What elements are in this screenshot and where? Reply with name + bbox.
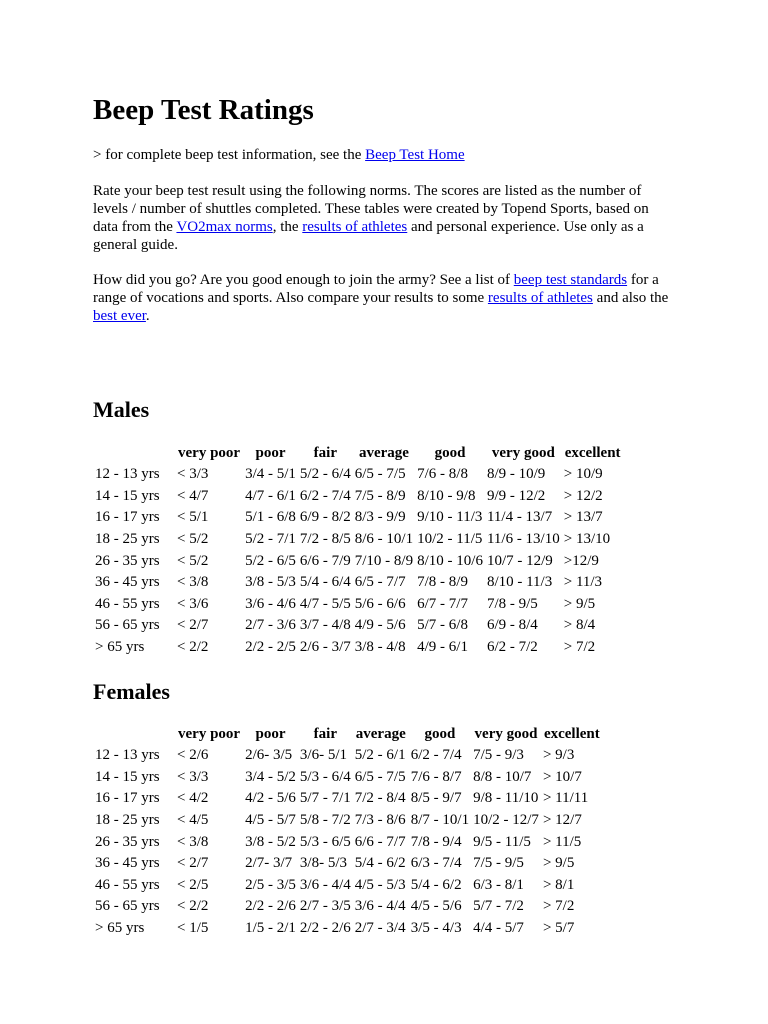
rating-cell: 8/10 - 10/6 — [417, 552, 483, 569]
rating-cell: 7/2 - 8/5 — [299, 531, 351, 548]
rating-cell: 3/4 - 5/2 — [245, 768, 296, 785]
table-row — [93, 572, 624, 594]
table-row — [93, 875, 603, 897]
table-row — [93, 594, 624, 616]
rating-cell: 7/5 - 9/5 — [473, 855, 524, 872]
age-group-cell: 16 - 17 yrs — [95, 509, 160, 526]
rating-cell: > 11/3 — [563, 574, 603, 591]
rating-cell: > 12/7 — [542, 812, 582, 829]
rating-cell: 4/9 - 5/6 — [354, 617, 406, 634]
rating-cell: 3/8 - 5/3 — [245, 574, 296, 591]
rating-cell: > 13/10 — [563, 531, 611, 548]
age-group-cell: 26 - 35 yrs — [95, 552, 160, 569]
rating-cell: 8/10 - 11/3 — [486, 574, 553, 591]
rating-cell: 1/5 - 2/1 — [245, 920, 296, 937]
best-ever-link[interactable]: best ever — [93, 308, 146, 324]
rating-cell: > 8/4 — [563, 617, 596, 634]
rating-cell: 3/8 - 4/8 — [354, 639, 406, 656]
norms-text-2: , the — [272, 219, 303, 235]
rating-cell: 9/9 - 12/2 — [486, 487, 546, 504]
age-group-cell: 36 - 45 yrs — [95, 855, 160, 872]
results-of-athletes-link[interactable]: results of athletes — [302, 219, 408, 235]
compare-paragraph — [93, 271, 673, 325]
age-group-cell: 14 - 15 yrs — [95, 768, 160, 785]
rating-cell: > 9/5 — [563, 595, 596, 612]
rating-cell: 5/7 - 7/2 — [473, 898, 524, 915]
table-row — [93, 831, 603, 853]
rating-cell: > 11/5 — [542, 833, 582, 850]
rating-cell: 3/7 - 4/8 — [299, 617, 351, 634]
rating-cell: 5/1 - 6/8 — [245, 509, 296, 526]
page-title: Beep Test Ratings — [93, 94, 314, 126]
rating-cell: 7/8 - 9/5 — [486, 595, 538, 612]
column-header: very poor — [178, 445, 241, 461]
rating-cell: 2/7- 3/7 — [245, 855, 293, 872]
rating-cell: 2/6- 3/5 — [245, 747, 293, 764]
header-row — [93, 724, 603, 745]
rating-cell: 5/8 - 7/2 — [299, 812, 351, 829]
rating-cell: 2/2 - 2/5 — [245, 639, 296, 656]
age-group-cell: > 65 yrs — [95, 639, 145, 656]
rating-cell: 7/5 - 8/9 — [354, 487, 406, 504]
age-group-cell: 18 - 25 yrs — [95, 531, 160, 548]
column-header — [93, 443, 175, 464]
rating-cell: 7/10 - 8/9 — [354, 552, 414, 569]
rating-cell: 6/3 - 8/1 — [473, 876, 524, 893]
table-row — [93, 464, 624, 486]
rating-cell: 3/6 - 4/4 — [299, 876, 351, 893]
rating-cell: 11/6 - 13/10 — [486, 531, 560, 548]
rating-cell: 10/2 - 11/5 — [417, 531, 483, 548]
rating-cell: 6/7 - 7/7 — [417, 595, 468, 612]
age-group-cell: 56 - 65 yrs — [95, 898, 160, 915]
rating-cell: 2/2 - 2/6 — [245, 898, 296, 915]
rating-cell: >12/9 — [563, 552, 599, 569]
rating-cell: 6/9 - 8/4 — [486, 617, 538, 634]
rating-cell: 6/5 - 7/7 — [354, 574, 406, 591]
rating-cell: 9/5 - 11/5 — [473, 833, 531, 850]
rating-cell: 4/2 - 5/6 — [245, 790, 296, 807]
rating-cell: 4/9 - 6/1 — [417, 639, 468, 656]
rating-cell: 7/8 - 9/4 — [410, 833, 462, 850]
rating-cell: 3/8 - 5/2 — [245, 833, 296, 850]
rating-cell: > 10/7 — [542, 768, 582, 785]
rating-cell: 5/2 - 6/4 — [299, 466, 351, 483]
rating-cell: 8/5 - 9/7 — [410, 790, 462, 807]
females-table — [93, 724, 603, 939]
column-header: good — [424, 726, 456, 742]
rating-cell: 8/3 - 9/9 — [354, 509, 406, 526]
rating-cell: 2/7 - 3/5 — [299, 898, 351, 915]
rating-cell: 2/7 - 3/6 — [245, 617, 296, 634]
table-row — [93, 637, 624, 659]
column-header: fair — [313, 726, 337, 742]
table-row — [93, 615, 624, 637]
males-table-header — [93, 443, 624, 464]
rating-cell: < 2/6 — [177, 747, 209, 764]
rating-cell: 6/3 - 7/4 — [410, 855, 462, 872]
rating-cell: 3/6 - 4/4 — [354, 898, 406, 915]
table-row — [93, 918, 603, 940]
table-row — [93, 767, 603, 789]
rating-cell: 5/4 - 6/4 — [299, 574, 351, 591]
column-header: fair — [313, 445, 337, 461]
vo2max-norms-link[interactable]: VO2max norms — [176, 219, 273, 235]
rating-cell: 2/2 - 2/6 — [299, 920, 351, 937]
norms-paragraph — [93, 182, 673, 254]
rating-cell: 4/5 - 5/6 — [410, 898, 462, 915]
rating-cell: 4/7 - 5/5 — [299, 595, 351, 612]
rating-cell: 2/5 - 3/5 — [245, 876, 296, 893]
age-group-cell: 12 - 13 yrs — [95, 466, 160, 483]
rating-cell: 6/6 - 7/7 — [354, 833, 406, 850]
table-row — [93, 810, 603, 832]
column-header: excellent — [564, 445, 621, 461]
rating-cell: 6/9 - 8/2 — [299, 509, 351, 526]
rating-cell: > 7/2 — [563, 639, 596, 656]
rating-cell: 6/2 - 7/2 — [486, 639, 538, 656]
females-heading: Females — [93, 679, 170, 704]
rating-cell: > 5/7 — [542, 920, 575, 937]
rating-cell: 4/5 - 5/7 — [245, 812, 296, 829]
rating-cell: > 7/2 — [542, 898, 575, 915]
compare-text-2: for a range of vocations and sports. Also compare your results to some — [93, 272, 659, 306]
column-header: very good — [491, 445, 555, 461]
table-row — [93, 507, 624, 529]
rating-cell: < 4/7 — [177, 487, 209, 504]
column-header: poor — [255, 726, 286, 742]
rating-cell: 7/2 - 8/4 — [354, 790, 406, 807]
table-row — [93, 853, 603, 875]
age-group-cell: 12 - 13 yrs — [95, 747, 160, 764]
results-of-athletes-link-2[interactable]: results of athletes — [487, 290, 593, 306]
rating-cell: 6/6 - 7/9 — [299, 552, 351, 569]
females-table-header — [93, 724, 603, 745]
rating-cell: 8/6 - 10/1 — [354, 531, 414, 548]
age-group-cell: 16 - 17 yrs — [95, 790, 160, 807]
rating-cell: < 3/8 — [177, 574, 209, 591]
rating-cell: 5/4 - 6/2 — [354, 855, 406, 872]
rating-cell: 7/8 - 8/9 — [417, 574, 468, 591]
column-header: very poor — [178, 726, 241, 742]
header-row — [93, 443, 624, 464]
beep-test-standards-link[interactable]: beep test standards — [513, 272, 628, 288]
rating-cell: 9/10 - 11/3 — [417, 509, 483, 526]
rating-cell: < 2/5 — [177, 876, 209, 893]
rating-cell: < 2/7 — [177, 855, 209, 872]
rating-cell: < 3/3 — [177, 466, 209, 483]
age-group-cell: 46 - 55 yrs — [95, 595, 160, 612]
rating-cell: 8/8 - 10/7 — [473, 768, 532, 785]
rating-cell: 3/4 - 5/1 — [245, 466, 296, 483]
rating-cell: 4/4 - 5/7 — [473, 920, 524, 937]
rating-cell: > 9/5 — [542, 855, 575, 872]
rating-cell: < 5/2 — [177, 531, 209, 548]
compare-text-3: and also the — [592, 290, 669, 306]
rating-cell: 3/6- 5/1 — [299, 747, 348, 764]
table-row — [93, 788, 603, 810]
rating-cell: 5/3 - 6/5 — [299, 833, 351, 850]
column-header: good — [434, 445, 466, 461]
table-row — [93, 486, 624, 508]
table-row — [93, 896, 603, 918]
males-heading: Males — [93, 397, 150, 422]
rating-cell: 8/10 - 9/8 — [417, 487, 476, 504]
norms-text-3: and personal experience. Use only as a general guide. — [93, 219, 644, 253]
rating-cell: > 9/3 — [542, 747, 575, 764]
beep-test-home-link[interactable]: Beep Test Home — [365, 147, 465, 163]
rating-cell: 5/4 - 6/2 — [410, 876, 462, 893]
rating-cell: < 3/6 — [177, 595, 209, 612]
rating-cell: > 11/11 — [542, 790, 589, 807]
males-table-body — [93, 464, 624, 658]
rating-cell: < 5/2 — [177, 552, 209, 569]
rating-cell: 3/8- 5/3 — [299, 855, 348, 872]
table-row — [93, 529, 624, 551]
rating-cell: < 2/7 — [177, 617, 209, 634]
compare-text-4: . — [145, 308, 150, 324]
rating-cell: 8/7 - 10/1 — [410, 812, 470, 829]
rating-cell: 2/6 - 3/7 — [299, 639, 351, 656]
rating-cell: 6/5 - 7/5 — [354, 768, 406, 785]
age-group-cell: 56 - 65 yrs — [95, 617, 160, 634]
rating-cell: < 3/3 — [177, 768, 209, 785]
column-header: average — [355, 726, 406, 742]
age-group-cell: 18 - 25 yrs — [95, 812, 160, 829]
column-header: excellent — [543, 726, 600, 742]
column-header: poor — [255, 445, 286, 461]
rating-cell: > 13/7 — [563, 509, 603, 526]
rating-cell: 7/5 - 9/3 — [473, 747, 524, 764]
column-header: very good — [474, 726, 538, 742]
rating-cell: < 4/2 — [177, 790, 209, 807]
rating-cell: 5/6 - 6/6 — [354, 595, 406, 612]
rating-cell: 10/7 - 12/9 — [486, 552, 553, 569]
rating-cell: 5/2 - 6/5 — [245, 552, 296, 569]
rating-cell: 5/2 - 7/1 — [245, 531, 296, 548]
age-group-cell: 36 - 45 yrs — [95, 574, 160, 591]
age-group-cell: > 65 yrs — [95, 920, 145, 937]
rating-cell: 2/7 - 3/4 — [354, 920, 406, 937]
rating-cell: < 5/1 — [177, 509, 209, 526]
rating-cell: > 10/9 — [563, 466, 603, 483]
rating-cell: 6/2 - 7/4 — [299, 487, 351, 504]
rating-cell: 5/2 - 6/1 — [354, 747, 406, 764]
rating-cell: 5/7 - 7/1 — [299, 790, 351, 807]
table-row — [93, 550, 624, 572]
rating-cell: 6/5 - 7/5 — [354, 466, 406, 483]
females-table-body — [93, 745, 603, 939]
rating-cell: > 8/1 — [542, 876, 575, 893]
rating-cell: 3/6 - 4/6 — [245, 595, 296, 612]
rating-cell: < 3/8 — [177, 833, 209, 850]
males-table — [93, 443, 624, 658]
rating-cell: 3/5 - 4/3 — [410, 920, 462, 937]
rating-cell: < 2/2 — [177, 898, 209, 915]
rating-cell: 4/7 - 6/1 — [245, 487, 296, 504]
intro-paragraph — [93, 146, 673, 164]
rating-cell: < 4/5 — [177, 812, 209, 829]
rating-cell: 5/3 - 6/4 — [299, 768, 351, 785]
intro-text: > for complete beep test information, see the — [93, 147, 366, 163]
rating-cell: 4/5 - 5/3 — [354, 876, 406, 893]
column-header — [93, 724, 175, 745]
column-header: average — [358, 445, 409, 461]
rating-cell: 7/6 - 8/7 — [410, 768, 462, 785]
rating-cell: 8/9 - 10/9 — [486, 466, 546, 483]
rating-cell: < 1/5 — [177, 920, 209, 937]
rating-cell: 5/7 - 6/8 — [417, 617, 468, 634]
rating-cell: 6/2 - 7/4 — [410, 747, 462, 764]
age-group-cell: 14 - 15 yrs — [95, 487, 160, 504]
rating-cell: > 12/2 — [563, 487, 603, 504]
age-group-cell: 46 - 55 yrs — [95, 876, 160, 893]
norms-text-1: Rate your beep test result using the following norms. The scores are listed as the number of levels / number of shuttles completed. These tables were created by Topend Sports, based on data from the — [93, 183, 649, 235]
rating-cell: 7/3 - 8/6 — [354, 812, 406, 829]
rating-cell: 11/4 - 13/7 — [486, 509, 553, 526]
table-row — [93, 745, 603, 767]
age-group-cell: 26 - 35 yrs — [95, 833, 160, 850]
rating-cell: 9/8 - 11/10 — [473, 790, 539, 807]
rating-cell: 7/6 - 8/8 — [417, 466, 468, 483]
compare-text-1: How did you go? Are you good enough to join the army? See a list of — [93, 272, 514, 288]
rating-cell: < 2/2 — [177, 639, 209, 656]
rating-cell: 10/2 - 12/7 — [473, 812, 539, 829]
